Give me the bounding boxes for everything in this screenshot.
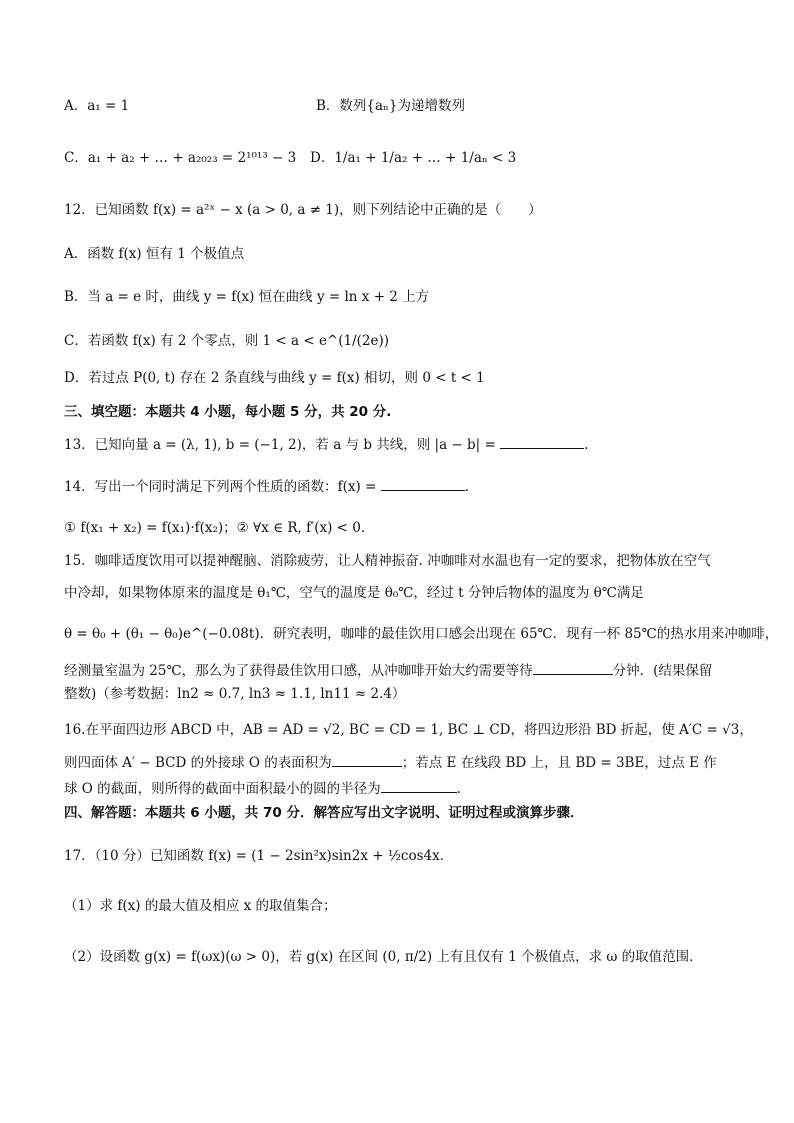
q13-answer-blank[interactable] [500, 434, 584, 449]
q15-line-3: θ = θ₀ + (θ₁ − θ₀)e^(−0.08t)．研究表明，咖啡的最佳饮用口感会出现在 65℃．现有一杯 85℃的热水用来冲咖啡， [64, 626, 779, 642]
q17-part-1: （1）求 f(x) 的最大值及相应 x 的取值集合； [64, 898, 337, 914]
section-3-heading: 三、填空题：本题共 4 小题，每小题 5 分，共 20 分. [64, 404, 392, 420]
q13-end: . [584, 437, 589, 453]
q16-line-3 [64, 778, 461, 799]
q15-text: 经测量室温为 25℃，那么为了获得最佳饮用口感，从冲咖啡开始大约需要等待 [64, 663, 533, 679]
q16-answer-blank-1[interactable] [332, 752, 402, 767]
section-4-heading: 四、解答题：本题共 6 小题，共 70 分．解答应写出文字说明、证明过程或演算步骤． [64, 805, 584, 821]
q15-line-2: 中冷却，如果物体原来的温度是 θ₁℃，空气的温度是 θ₀℃，经过 t 分钟后物体的温度为 θ℃满足 [64, 585, 644, 601]
q15-line-4 [64, 660, 712, 681]
q16-text-2: 球 O 的截面，则所得的截面中面积最小的圆的半径为 [64, 781, 381, 797]
q12-option-d: D．若过点 P(0, t) 存在 2 条直线与曲线 y = f(x) 相切，则 0 < t < 1 [64, 370, 485, 386]
q13-text: 13．已知向量 a = (λ, 1), b = (−1, 2)，若 a 与 b 共线，则 |a − b| = [64, 437, 501, 453]
q14-end: . [464, 479, 470, 495]
q11-option-a: A．a₁ = 1 [64, 98, 130, 114]
q16-line-2 [64, 752, 717, 773]
q15-line-5: 整数)（参考数据：ln2 ≈ 0.7, ln3 ≈ 1.1, ln11 ≈ 2.4） [64, 686, 406, 702]
q11-option-d: D．1/a₁ + 1/a₂ + … + 1/aₙ < 3 [310, 150, 517, 166]
q15-answer-blank[interactable] [533, 660, 613, 675]
q15-text-end: 分钟．(结果保留 [612, 663, 713, 679]
q12-stem: 12．已知函数 f(x) = a²ˣ − x (a > 0, a ≠ 1)，则下列结论中正确的是（ ） [64, 202, 542, 218]
q14-text: 14．写出一个同时满足下列两个性质的函数：f(x) = [64, 479, 381, 495]
q12-option-c: C．若函数 f(x) 有 2 个零点，则 1 < a < e^(1/(2e)) [64, 333, 390, 349]
q16-text-mid: ；若点 E 在线段 BD 上，且 BD = 3BE，过点 E 作 [401, 755, 717, 771]
q15-line-1: 15．咖啡适度饮用可以提神醒脑、消除疲劳，让人精神振奋. 冲咖啡对水温也有一定的要求，把物体放在空气 [64, 553, 711, 569]
q14 [64, 476, 469, 497]
q14-conditions: ① f(x₁ + x₂) = f(x₁)·f(x₂)；② ∀x ∈ R, f′(x) < 0. [64, 520, 366, 536]
q11-option-c: C．a₁ + a₂ + … + a₂₀₂₃ = 2¹⁰¹³ − 3 [64, 150, 297, 166]
q13 [64, 434, 588, 455]
q16-answer-blank-2[interactable] [381, 778, 457, 793]
q16-end: . [456, 781, 461, 797]
q17-stem: 17．（10 分）已知函数 f(x) = (1 − 2sin²x)sin2x + ½cos4x． [64, 848, 454, 864]
q14-answer-blank[interactable] [381, 476, 465, 491]
q16-line-1: 16.在平面四边形 ABCD 中，AB = AD = √2, BC = CD = 1, BC ⊥ CD，将四边形沿 BD 折起，使 A′C = √3， [64, 722, 753, 738]
q16-text: 则四面体 A′ − BCD 的外接球 O 的表面积为 [64, 755, 332, 771]
q12-option-b: B．当 a = e 时，曲线 y = f(x) 恒在曲线 y = ln x + 2 上方 [64, 289, 430, 305]
q17-part-2: （2）设函数 g(x) = f(ωx)(ω > 0)，若 g(x) 在区间 (0, π/2) 上有且仅有 1 个极值点，求 ω 的取值范围． [64, 949, 703, 965]
q12-option-a: A．函数 f(x) 恒有 1 个极值点 [64, 246, 245, 262]
q11-option-b: B．数列{aₙ}为递增数列 [316, 98, 465, 114]
